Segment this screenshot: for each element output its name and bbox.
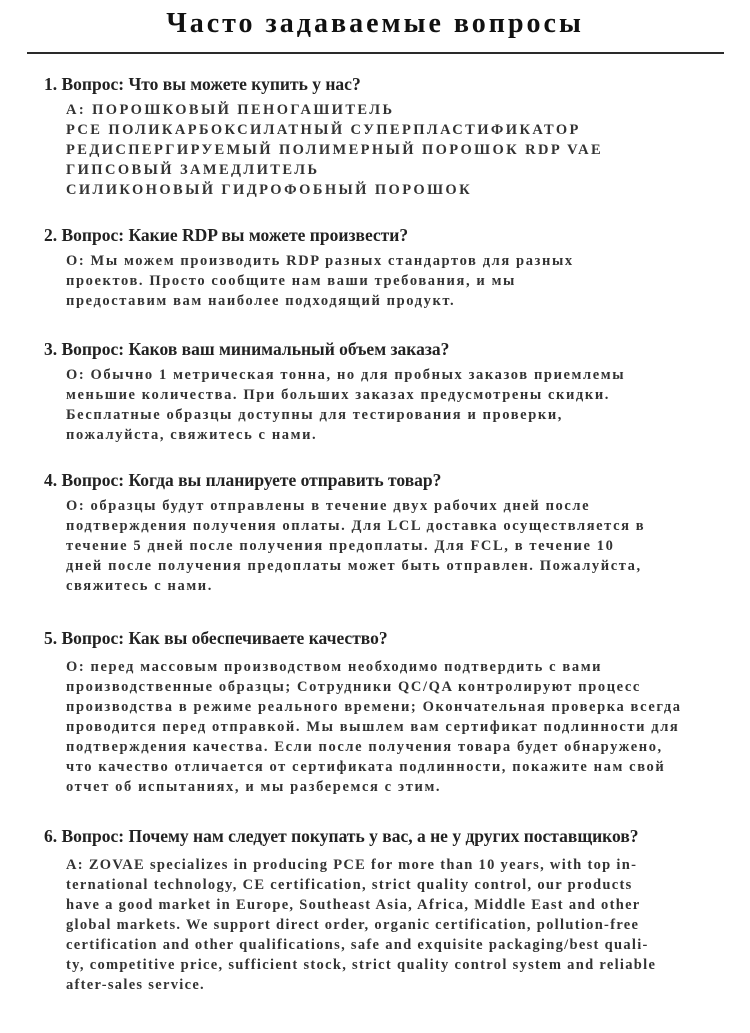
faq-answer-1	[66, 100, 603, 200]
answer-line: ГИПСОВЫЙ ЗАМЕДЛИТЕЛЬ	[66, 162, 320, 178]
answer-line: отчет об испытаниях, и мы разберемся с этим.	[66, 779, 442, 795]
page-title: Часто задаваемые вопросы	[166, 8, 584, 39]
faq-answer-4	[66, 496, 645, 596]
faq-answer-6	[66, 855, 656, 995]
answer-line: have a good market in Europe, Southeast Asia, Africa, Middle East and other	[66, 897, 641, 913]
answer-line: что качество отличается от сертификата подлинности, покажите нам свой	[66, 759, 666, 775]
answer-line: Бесплатные образцы доступны для тестирования и проверки,	[66, 407, 564, 423]
answer-line: О: образцы будут отправлены в течение двух рабочих дней после	[66, 498, 591, 514]
answer-line: проводится перед отправкой. Мы вышлем вам сертификат подлинности для	[66, 719, 680, 735]
answer-line: СИЛИКОНОВЫЙ ГИДРОФОБНЫЙ ПОРОШОК	[66, 182, 472, 198]
answer-line: подтверждения качества. Если после получения товара будет обнаружено,	[66, 739, 663, 755]
answer-line: О: Обычно 1 метрическая тонна, но для пробных заказов приемлемы	[66, 367, 626, 383]
faq-question-4: 4. Вопрос: Когда вы планируете отправить товар?	[44, 470, 442, 490]
answer-line: РСЕ ПОЛИКАРБОКСИЛАТНЫЙ СУПЕРПЛАСТИФИКАТОР	[66, 122, 581, 138]
faq-answer-2	[66, 251, 574, 311]
answer-line: дней после получения предоплаты может быть отправлен. Пожалуйста,	[66, 558, 642, 574]
faq-answer-5	[66, 657, 682, 797]
faq-question-6: 6. Вопрос: Почему нам следует покупать у вас, а не у других поставщиков?	[44, 826, 639, 846]
answer-line: меньшие количества. При больших заказах предусмотрены скидки.	[66, 387, 611, 403]
answer-line: свяжитесь с нами.	[66, 578, 213, 594]
answer-line: О: перед массовым производством необходимо подтвердить с вами	[66, 659, 603, 675]
title-divider	[27, 52, 724, 54]
answer-line: производства в режиме реального времени; Окончательная проверка всегда	[66, 699, 682, 715]
answer-line: предоставим вам наиболее подходящий продукт.	[66, 293, 456, 309]
faq-answer-3	[66, 365, 625, 445]
faq-question-2: 2. Вопрос: Какие RDP вы можете произвести?	[44, 225, 409, 245]
answer-line: ty, competitive price, sufficient stock, strict quality control system and reliable	[66, 957, 657, 973]
faq-question-1: 1. Вопрос: Что вы можете купить у нас?	[44, 74, 361, 94]
answer-line: проектов. Просто сообщите нам ваши требования, и мы	[66, 273, 516, 289]
answer-line: пожалуйста, свяжитесь с нами.	[66, 427, 318, 443]
answer-line: ternational technology, CE certification, strict quality control, our products	[66, 877, 633, 893]
page-header	[0, 0, 750, 62]
answer-line: certification and other qualifications, safe and exquisite packaging/best quali-	[66, 937, 649, 953]
faq-question-5: 5. Вопрос: Как вы обеспечиваете качество?	[44, 628, 388, 648]
answer-line: А: ПОРОШКОВЫЙ ПЕНОГАШИТЕЛЬ	[66, 102, 395, 118]
answer-line: О: Мы можем производить RDP разных стандартов для разных	[66, 253, 574, 269]
answer-line: РЕДИСПЕРГИРУЕМЫЙ ПОЛИМЕРНЫЙ ПОРОШОК RDP VAE	[66, 142, 604, 158]
answer-line: after-sales service.	[66, 977, 205, 993]
answer-line: global markets. We support direct order, organic certification, pollution-free	[66, 917, 640, 933]
answer-line: A: ZOVAE specializes in producing PCE for more than 10 years, with top in-	[66, 857, 638, 873]
answer-line: течение 5 дней после получения предоплаты. Для FCL, в течение 10	[66, 538, 615, 554]
answer-line: производственные образцы; Сотрудники QC/QA контролируют процесс	[66, 679, 641, 695]
faq-question-3: 3. Вопрос: Каков ваш минимальный объем заказа?	[44, 339, 450, 359]
answer-line: подтверждения получения оплаты. Для LCL доставка осуществляется в	[66, 518, 646, 534]
